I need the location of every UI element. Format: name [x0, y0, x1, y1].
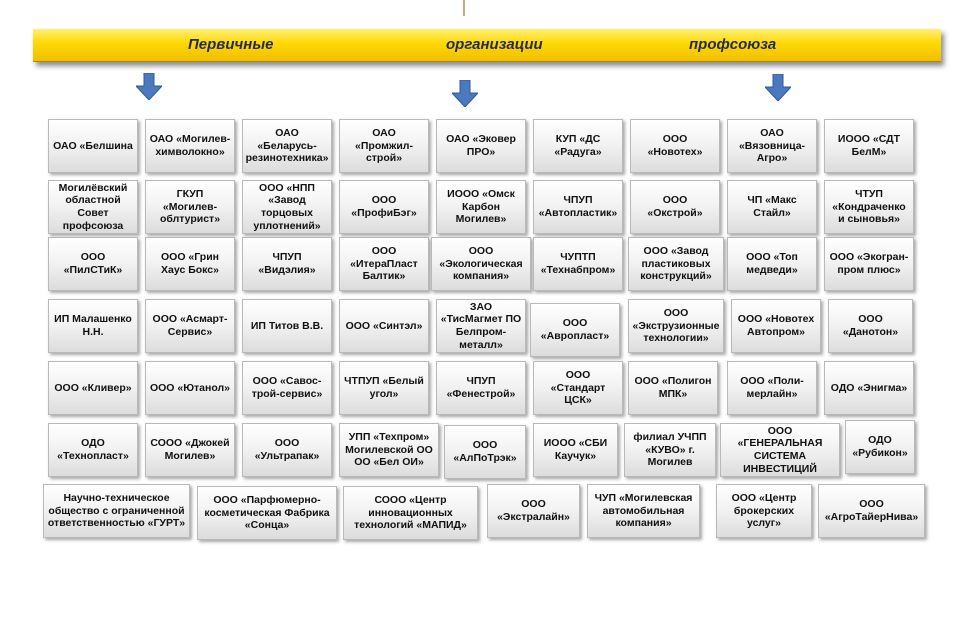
org-box: ООО «Стандарт ЦСК» [533, 361, 623, 415]
org-box: ОАО «Беларусь-резинотехника» [242, 119, 332, 173]
org-box: ООО «Полигон МПК» [628, 361, 718, 415]
org-box: ООО «АгроТайерНива» [818, 484, 925, 538]
org-box: ООО «Кливер» [48, 361, 138, 415]
org-box: ООО «Ютанол» [145, 361, 235, 415]
org-box: ООО «НПП «Завод торцовых уплотнений» [242, 180, 332, 234]
org-box: ООО «Центр брокерских услуг» [716, 484, 812, 538]
org-box: ООО «Данотон» [828, 299, 913, 353]
org-box: ООО «Завод пластиковых конструкций» [628, 237, 724, 291]
org-box: ОДО «Рубикон» [845, 420, 915, 474]
org-box: ЧП «Макс Стайл» [727, 180, 817, 234]
org-box: ЧУП «Могилевская автомобильная компания» [587, 484, 700, 538]
banner-word-2: организации [446, 36, 543, 53]
org-box: ООО «Синтэл» [339, 299, 429, 353]
org-box: ООО «ПрофиБэг» [339, 180, 429, 234]
org-box: ООО «Асмарт-Сервис» [145, 299, 235, 353]
org-box: СООО «Джокей Могилев» [145, 423, 235, 477]
org-box: УПП «Техпром» Могилевской ОО ОО «Бел ОИ» [339, 423, 439, 477]
org-box: ООО «Топ медведи» [727, 237, 817, 291]
banner-word-1: Первичные [188, 36, 274, 53]
header-banner [33, 29, 941, 62]
arrow-down-icon [136, 73, 162, 100]
org-box: ООО «Ультрапак» [242, 423, 332, 477]
org-box: ОАО «Эковер ПРО» [436, 119, 526, 173]
org-box: ГКУП «Могилев-облтурист» [145, 180, 235, 234]
org-box: ОАО «Могилев-химволокно» [145, 119, 235, 173]
org-box: ИООО «Омск Карбон Могилев» [436, 180, 526, 234]
org-box: Могилёвский областной Совет профсоюза [48, 180, 138, 234]
org-box: Научно-техническое общество с ограниченной ответственностью «ГУРТ» [43, 484, 190, 538]
org-box: филиал УЧПП «КУВО» г. Могилев [624, 423, 716, 477]
org-box: ООО «Экогран-пром плюс» [824, 237, 914, 291]
org-box: ЧТПУП «Белый угол» [339, 361, 429, 415]
org-box: ЧПУП «Видэлия» [242, 237, 332, 291]
org-box: ЧУПТП «Технабпром» [533, 237, 623, 291]
org-box: ООО «Экструзионные технологии» [628, 299, 724, 353]
org-box: ЧПУП «Автопластик» [533, 180, 623, 234]
org-box: ООО «Авропласт» [530, 303, 620, 357]
org-box: ООО «Экстралайн» [487, 484, 580, 538]
org-box: ООО «ГЕНЕРАЛЬНАЯ СИСТЕМА ИНВЕСТИЦИЙ [720, 423, 840, 477]
org-box: КУП «ДС «Радуга» [533, 119, 623, 173]
org-box: ЧТУП «Кондраченко и сыновья» [824, 180, 914, 234]
org-box: ОДО «Энигма» [824, 361, 914, 415]
org-box: ООО «Новотех» [630, 119, 720, 173]
org-box: ЧПУП «Фенестрой» [436, 361, 526, 415]
org-box: ООО «Поли-мерлайн» [727, 361, 817, 415]
org-box: ООО «Новотех Автопром» [731, 299, 821, 353]
org-box: ИООО «СДТ БелМ» [824, 119, 914, 173]
org-box: ОАО «Белшина [48, 119, 138, 173]
org-box: ЗАО «ТисМагмет ПО Белпром-металл» [436, 299, 526, 353]
org-box: ОАО «Промжил-строй» [339, 119, 429, 173]
org-box: ИООО «СБИ Каучук» [533, 423, 618, 477]
org-box: ООО «Экологическая компания» [431, 237, 531, 291]
org-box: ООО «ИтераПласт Балтик» [339, 237, 429, 291]
banner-word-3: профсоюза [689, 36, 777, 53]
org-box: ООО «АлПоТрэк» [444, 425, 526, 479]
org-box: ООО «Парфюмерно-косметическая Фабрика «Сонца» [197, 486, 337, 540]
org-box: ИП Малашенко Н.Н. [48, 299, 138, 353]
org-box: ОАО «Вязовница-Агро» [727, 119, 817, 173]
arrow-down-icon [452, 80, 478, 107]
org-box: ИП Титов В.В. [242, 299, 332, 353]
org-box: ООО «Савос-трой-сервис» [242, 361, 332, 415]
org-box: ООО «Грин Хаус Бокс» [145, 237, 235, 291]
org-box: ООО «ПилСТиК» [48, 237, 138, 291]
connector-line [463, 0, 465, 16]
arrow-down-icon [765, 74, 791, 101]
org-box: СООО «Центр инновационных технологий «МАПИД» [343, 486, 478, 540]
org-box: ОДО «Технопласт» [48, 423, 138, 477]
org-box: ООО «Окстрой» [630, 180, 720, 234]
